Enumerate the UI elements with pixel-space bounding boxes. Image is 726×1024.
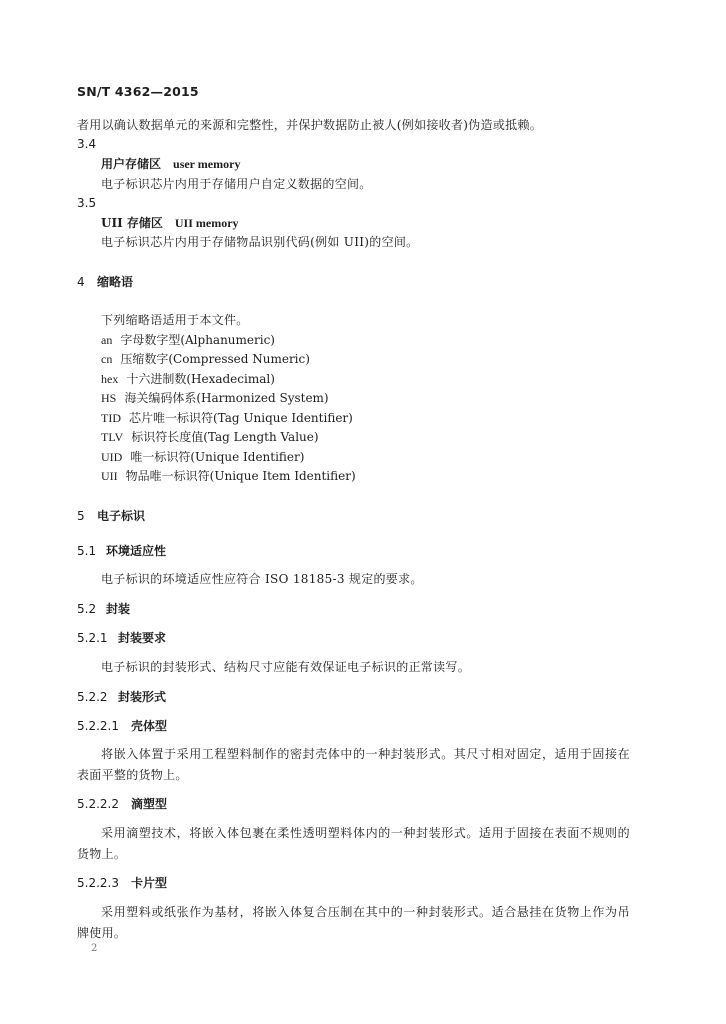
abbreviation-item: [101, 390, 329, 406]
abbreviation-item: [101, 351, 310, 367]
section-4-title: 缩略语: [97, 275, 134, 289]
abbreviation-code: UII: [101, 469, 118, 483]
term-3-5-en: UII memory: [174, 216, 239, 230]
section-5-number: 5: [77, 509, 85, 523]
page-number: 2: [91, 943, 98, 954]
section-5-2-2-1-heading: [77, 718, 167, 734]
abbreviation-item: [101, 332, 275, 348]
section-5-2-2-number: 5.2.2: [77, 690, 108, 704]
section-5-2-heading: [77, 601, 130, 617]
term-3-5-zh: UII 存储区: [101, 216, 163, 230]
section-5-2-2-heading: [77, 689, 166, 705]
abbreviation-code: hex: [101, 372, 119, 386]
term-3-4-title: [101, 156, 240, 172]
abbreviation-text: 唯一标识符(Unique Identifier): [130, 450, 305, 464]
abbreviation-code: TLV: [101, 430, 124, 444]
section-5-2-2-3-title: 卡片型: [131, 876, 168, 890]
section-4-number: 4: [77, 275, 85, 289]
section-5-2-title: 封装: [106, 602, 131, 616]
abbreviation-code: an: [101, 333, 113, 347]
abbreviation-code: HS: [101, 391, 117, 405]
section-5-2-2-3-number: 5.2.2.3: [77, 876, 119, 890]
abbreviation-text: 物品唯一标识符(Unique Item Identifier): [125, 469, 356, 483]
section-5-1-title: 环境适应性: [106, 544, 167, 558]
section-4-intro: 下列缩略语适用于本文件。: [101, 313, 249, 327]
section-5-2-2-1-text-line1: 将嵌入体置于采用工程塑料制作的密封壳体中的一种封装形式。其尺寸相对固定，适用于固接在: [101, 747, 631, 761]
section-5-2-2-2-title: 滴塑型: [131, 797, 168, 811]
section-5-2-2-3-heading: [77, 875, 167, 891]
abbreviation-item: [101, 449, 304, 465]
section-5-2-2-3-text-line2: 牌使用。: [77, 926, 127, 940]
section-5-1-heading: [77, 543, 166, 559]
section-5-2-2-3-text-line1: 采用塑料或纸张作为基材，将嵌入体复合压制在其中的一种封装形式。适合悬挂在货物上作为吊: [101, 905, 631, 919]
term-3-5-definition: 电子标识芯片内用于存储物品识别代码(例如 UII)的空间。: [101, 235, 419, 249]
section-5-2-2-2-text-line1: 采用滴塑技术，将嵌入体包裹在柔性透明塑料体内的一种封装形式。适用于固接在表面不规则的: [101, 826, 631, 840]
section-5-2-2-1-number: 5.2.2.1: [77, 719, 119, 733]
section-5-2-2-2-text-line2: 货物上。: [77, 847, 127, 861]
abbreviation-item: [101, 429, 319, 445]
abbreviation-text: 压缩数字(Compressed Numeric): [120, 352, 310, 366]
section-5-2-2-1-text-line2: 表面平整的货物上。: [77, 768, 188, 782]
term-3-4-definition: 电子标识芯片内用于存储用户自定义数据的空间。: [101, 177, 372, 191]
section-5-2-2-2-heading: [77, 796, 167, 812]
section-5-1-number: 5.1: [77, 544, 97, 558]
abbreviation-text: 十六进制数(Hexadecimal): [126, 372, 275, 386]
section-5-heading: [77, 508, 145, 524]
abbreviation-code: cn: [101, 352, 113, 366]
section-5-2-2-1-title: 壳体型: [131, 719, 168, 733]
intro-line: 者用以确认数据单元的来源和完整性，并保护数据防止被人(例如接收者)伪造或抵赖。: [77, 118, 543, 132]
section-5-2-2-title: 封装形式: [118, 690, 167, 704]
abbreviation-item: [101, 468, 356, 484]
standard-number-header: SN/T 4362—2015: [77, 84, 199, 99]
abbreviation-text: 字母数字型(Alphanumeric): [120, 333, 275, 347]
abbreviation-code: TID: [101, 411, 121, 425]
section-5-2-1-text: 电子标识的封装形式、结构尺寸应能有效保证电子标识的正常读写。: [101, 660, 471, 674]
abbreviation-text: 标识符长度值(Tag Length Value): [131, 430, 319, 444]
abbreviation-text: 芯片唯一标识符(Tag Unique Identifier): [129, 411, 353, 425]
section-5-2-number: 5.2: [77, 602, 97, 616]
section-5-title: 电子标识: [97, 509, 146, 523]
section-5-1-text: 电子标识的环境适应性应符合 ISO 18185-3 规定的要求。: [101, 572, 423, 586]
term-3-4-en: user memory: [173, 157, 241, 171]
abbreviation-item: [101, 410, 353, 426]
term-3-4-number: 3.4: [77, 137, 97, 151]
term-3-5-title: [101, 215, 239, 231]
abbreviation-item: [101, 371, 275, 387]
section-5-2-1-heading: [77, 630, 166, 646]
term-3-5-number: 3.5: [77, 196, 97, 210]
section-5-2-2-2-number: 5.2.2.2: [77, 797, 119, 811]
section-5-2-1-title: 封装要求: [118, 631, 167, 645]
term-3-4-zh: 用户存储区: [101, 157, 162, 171]
abbreviation-text: 海关编码体系(Harmonized System): [124, 391, 329, 405]
abbreviation-code: UID: [101, 450, 123, 464]
section-5-2-1-number: 5.2.1: [77, 631, 108, 645]
section-4-heading: [77, 274, 133, 290]
